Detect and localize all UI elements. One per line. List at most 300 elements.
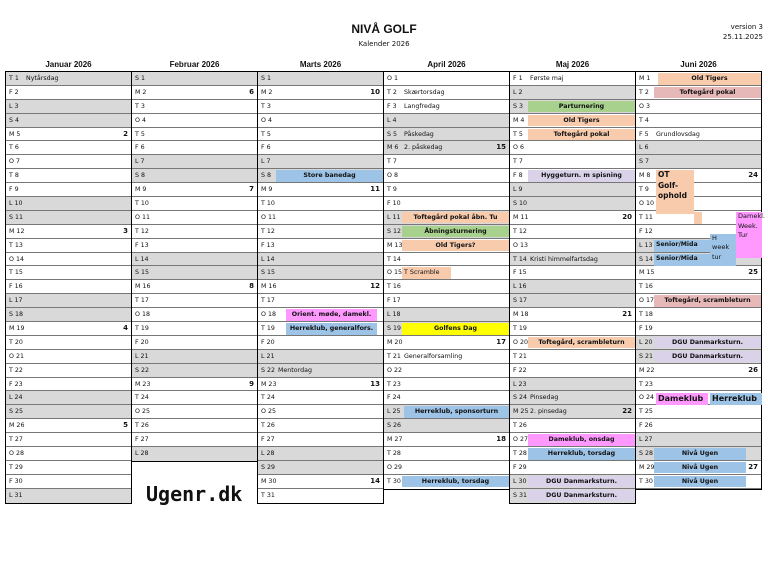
week-number: 27 — [748, 462, 758, 471]
day-label: F 20 — [261, 338, 275, 346]
day-label: F 19 — [639, 325, 653, 333]
day-row — [6, 169, 131, 183]
day-row — [6, 225, 131, 239]
day-row — [636, 141, 761, 155]
day-row — [6, 475, 131, 489]
day-label: S 28 — [639, 450, 654, 458]
day-row — [636, 419, 761, 433]
day-label: L 18 — [387, 311, 401, 319]
day-row — [258, 378, 383, 392]
day-row — [510, 405, 635, 419]
week-number: 21 — [622, 310, 632, 319]
day-label: F 27 — [135, 436, 149, 444]
senior-mida-block-2 — [654, 254, 710, 266]
day-row — [258, 391, 383, 405]
event-block: DGU Danmarksturn. — [654, 337, 761, 349]
month-header: Januar 2026 — [45, 60, 92, 69]
day-row — [636, 461, 761, 475]
month-header: Marts 2026 — [299, 60, 342, 69]
day-label: T 20 — [9, 338, 23, 346]
day-label: T 17 — [261, 297, 275, 305]
day-note: Nytårsdag — [26, 75, 59, 82]
day-label: T 24 — [135, 394, 149, 402]
day-row — [6, 308, 131, 322]
day-row — [384, 364, 509, 378]
day-label: M 27 — [387, 436, 403, 444]
day-label: M 13 — [387, 241, 403, 249]
day-row — [384, 197, 509, 211]
event-block: Nivå Ugen — [654, 448, 746, 460]
day-label: L 7 — [135, 158, 145, 166]
day-label: S 25 — [9, 408, 24, 416]
day-label: F 15 — [513, 269, 527, 277]
day-row — [6, 433, 131, 447]
day-row — [636, 128, 761, 142]
day-row — [258, 169, 383, 183]
day-label: T 3 — [135, 102, 145, 110]
event-block: Toftegård pokal — [528, 129, 635, 141]
day-label: T 19 — [261, 325, 275, 333]
day-grid — [5, 71, 132, 504]
day-label: S 22 — [261, 366, 276, 374]
day-row — [132, 364, 257, 378]
month-column — [5, 58, 132, 504]
day-row — [510, 433, 635, 447]
day-label: T 27 — [9, 436, 23, 444]
day-label: O 18 — [261, 311, 276, 319]
day-row — [384, 100, 509, 114]
day-row — [636, 336, 761, 350]
day-label: L 23 — [513, 380, 527, 388]
day-row — [510, 225, 635, 239]
day-row — [636, 180, 761, 197]
day-row — [132, 183, 257, 197]
day-row — [510, 280, 635, 294]
day-row — [384, 141, 509, 155]
event-block: Orient. møde, damekl. — [286, 309, 377, 321]
month-header: April 2026 — [427, 60, 466, 69]
day-row — [384, 322, 509, 336]
week-number: 15 — [496, 143, 506, 152]
day-row — [636, 433, 761, 447]
day-label: O 6 — [513, 144, 524, 152]
day-row — [636, 72, 761, 86]
day-row — [510, 253, 635, 267]
event-block: Toftegård pokal — [654, 87, 761, 99]
day-row — [258, 183, 383, 197]
day-label: F 26 — [639, 422, 653, 430]
day-label: O 10 — [639, 200, 654, 208]
day-label: T 18 — [639, 311, 653, 319]
senior-mida-block-1 — [654, 240, 710, 252]
day-row — [258, 155, 383, 169]
event-block: Old Tigers — [658, 73, 761, 85]
day-row — [258, 475, 383, 489]
month-header: Februar 2026 — [169, 60, 220, 69]
event-block: Nivå Ugen — [654, 462, 746, 474]
day-row — [510, 419, 635, 433]
day-label: T 5 — [135, 130, 145, 138]
day-row — [384, 239, 509, 253]
day-label: T 3 — [261, 102, 271, 110]
day-label: S 3 — [513, 102, 524, 110]
event-block: Toftegård pokal åbn. Tu — [402, 212, 509, 224]
day-label: T 9 — [639, 186, 649, 194]
day-row — [510, 489, 635, 503]
day-label: F 10 — [387, 200, 401, 208]
day-label: L 20 — [639, 338, 653, 346]
day-row — [510, 294, 635, 308]
day-row — [384, 461, 509, 475]
week-number: 7 — [249, 185, 254, 194]
day-row — [132, 128, 257, 142]
day-note: Pinsedag — [530, 394, 559, 402]
day-label: O 29 — [387, 463, 402, 471]
day-label: S 26 — [387, 422, 402, 430]
day-label: T 21 — [387, 352, 401, 360]
day-label: M 30 — [261, 477, 277, 485]
day-row — [384, 128, 509, 142]
day-row — [384, 225, 509, 239]
day-row — [510, 86, 635, 100]
day-row — [6, 391, 131, 405]
day-label: O 28 — [9, 450, 24, 458]
week-number: 17 — [496, 337, 506, 346]
day-label: T 16 — [387, 283, 401, 291]
day-label: M 12 — [9, 227, 25, 235]
day-label: F 20 — [135, 338, 149, 346]
day-row — [132, 72, 257, 86]
event-block: Nivå Ugen — [654, 476, 746, 488]
day-label: L 28 — [135, 450, 149, 458]
month-column — [635, 58, 765, 490]
day-label: T 16 — [639, 283, 653, 291]
day-label: T 7 — [513, 158, 523, 166]
ugenr-watermark: Ugenr.dk — [146, 482, 243, 506]
day-row — [6, 364, 131, 378]
day-row — [258, 72, 383, 86]
month-column — [257, 58, 384, 504]
day-label: L 11 — [387, 213, 401, 221]
day-row — [132, 391, 257, 405]
day-row — [510, 266, 635, 280]
day-row — [510, 308, 635, 322]
day-row — [510, 114, 635, 128]
day-label: S 19 — [387, 325, 402, 333]
day-label: T 23 — [639, 380, 653, 388]
day-label: T 12 — [261, 227, 275, 235]
week-number: 3 — [123, 226, 128, 235]
day-row — [510, 461, 635, 475]
day-label: S 24 — [513, 394, 528, 402]
version-label: version 3 — [730, 23, 763, 31]
month-header: Maj 2026 — [555, 60, 590, 69]
day-row — [132, 419, 257, 433]
week-number: 26 — [748, 365, 758, 374]
day-label: F 6 — [135, 144, 145, 152]
day-row — [258, 266, 383, 280]
day-row — [384, 114, 509, 128]
day-row — [636, 405, 761, 419]
day-label: L 27 — [639, 436, 653, 444]
day-label: F 24 — [387, 394, 401, 402]
day-label: T 19 — [513, 325, 527, 333]
day-label: S 17 — [513, 297, 528, 305]
event-block: Old Tigers — [528, 115, 635, 127]
day-row — [132, 86, 257, 100]
block-line: Senior/Mida — [656, 254, 698, 262]
day-label: T 10 — [261, 200, 275, 208]
day-row — [510, 350, 635, 364]
day-row — [384, 391, 509, 405]
day-label: M 23 — [135, 380, 151, 388]
day-label: F 13 — [261, 241, 275, 249]
day-row — [258, 433, 383, 447]
day-label: T 7 — [387, 158, 397, 166]
day-label: S 31 — [513, 491, 528, 499]
day-row — [258, 308, 383, 322]
day-label: S 21 — [639, 352, 654, 360]
day-row — [258, 461, 383, 475]
day-row — [384, 308, 509, 322]
day-row — [258, 280, 383, 294]
day-label: T 30 — [639, 477, 653, 485]
event-block: Herreklub, generalfors. — [286, 323, 377, 335]
day-label: F 13 — [135, 241, 149, 249]
day-label: O 11 — [135, 213, 150, 221]
day-row — [132, 253, 257, 267]
event-block: Old Tigers? — [402, 240, 509, 252]
h-week-tur-block — [710, 234, 736, 266]
day-label: T 28 — [513, 450, 527, 458]
event-block: Herreklub, sponsorturn — [404, 406, 509, 418]
day-label: T 23 — [387, 380, 401, 388]
day-label: O 1 — [387, 75, 398, 82]
day-label: S 1 — [261, 75, 272, 82]
day-row — [258, 128, 383, 142]
day-note: Grundlovsdag — [656, 130, 700, 138]
day-row — [510, 475, 635, 489]
day-label: T 25 — [639, 408, 653, 416]
day-label: F 17 — [387, 297, 401, 305]
day-label: T 9 — [387, 186, 397, 194]
day-row — [6, 211, 131, 225]
day-label: O 25 — [261, 408, 276, 416]
day-row — [384, 183, 509, 197]
day-label: T 11 — [639, 213, 653, 221]
week-number: 8 — [249, 282, 254, 291]
day-note: Påskedag — [404, 130, 434, 138]
day-row — [6, 72, 131, 86]
day-label: O 25 — [135, 408, 150, 416]
day-grid — [509, 71, 636, 504]
day-label: F 16 — [9, 283, 23, 291]
day-row — [384, 253, 509, 267]
day-label: F 5 — [639, 130, 649, 138]
day-row — [132, 405, 257, 419]
day-label: O 8 — [387, 172, 398, 180]
day-row — [636, 155, 761, 169]
day-row — [636, 169, 761, 183]
day-label: M 29 — [639, 463, 655, 471]
version-info — [723, 22, 763, 42]
day-label: F 27 — [261, 436, 275, 444]
block-line: Damekl. — [738, 212, 765, 220]
day-row — [384, 350, 509, 364]
day-label: S 10 — [513, 200, 528, 208]
day-label: T 15 — [9, 269, 23, 277]
day-label: M 6 — [387, 144, 399, 152]
day-row — [384, 378, 509, 392]
month-column — [131, 58, 258, 462]
day-row — [636, 100, 761, 114]
week-number: 10 — [370, 87, 380, 96]
block-line: tur — [712, 252, 722, 261]
day-label: L 17 — [9, 297, 23, 305]
day-label: S 12 — [387, 227, 402, 235]
day-row — [258, 86, 383, 100]
day-row — [132, 266, 257, 280]
day-row — [510, 169, 635, 183]
day-label: T 31 — [261, 491, 275, 499]
day-label: O 18 — [135, 311, 150, 319]
day-label: T 19 — [135, 325, 149, 333]
day-row — [510, 239, 635, 253]
day-row — [258, 239, 383, 253]
day-label: S 29 — [261, 463, 276, 471]
day-label: L 4 — [387, 116, 397, 124]
day-label: L 21 — [261, 352, 275, 360]
calendar-subtitle: Kalender 2026 — [358, 40, 410, 48]
ot-golfophold-block — [656, 170, 694, 214]
day-grid — [131, 71, 258, 462]
day-row — [384, 336, 509, 350]
day-row — [510, 391, 635, 405]
week-number: 2 — [123, 129, 128, 138]
day-row — [510, 211, 635, 225]
day-label: T 8 — [9, 172, 19, 180]
day-label: O 7 — [9, 158, 20, 166]
day-label: L 6 — [639, 144, 649, 152]
day-row — [636, 197, 761, 211]
day-label: L 14 — [261, 255, 275, 263]
week-number: 5 — [123, 421, 128, 430]
event-block: Toftegård, scrambleturn — [528, 337, 635, 349]
day-row — [6, 197, 131, 211]
day-label: M 9 — [135, 186, 147, 194]
day-label: S 15 — [135, 269, 150, 277]
day-row — [6, 100, 131, 114]
day-row — [6, 294, 131, 308]
day-row — [636, 378, 761, 392]
day-row — [636, 308, 761, 322]
day-row — [6, 405, 131, 419]
day-row — [510, 378, 635, 392]
day-label: O 17 — [639, 297, 654, 305]
day-row — [6, 336, 131, 350]
day-row — [258, 253, 383, 267]
day-row — [510, 364, 635, 378]
day-row — [258, 489, 383, 503]
event-block: DGU Danmarksturn. — [528, 476, 635, 488]
day-row — [6, 128, 131, 142]
week-number: 25 — [748, 268, 758, 277]
week-number: 24 — [748, 171, 758, 180]
day-label: O 14 — [9, 255, 24, 263]
day-label: M 1 — [639, 75, 651, 82]
block-line: H week — [712, 233, 730, 252]
day-label: F 3 — [387, 102, 397, 110]
day-note: Kristi himmelfartsdag — [530, 255, 598, 263]
day-label: T 17 — [135, 297, 149, 305]
day-row — [258, 197, 383, 211]
day-row — [6, 461, 131, 475]
week-number: 18 — [496, 435, 506, 444]
day-row — [6, 86, 131, 100]
day-label: L 21 — [135, 352, 149, 360]
day-label: S 8 — [261, 172, 272, 180]
day-row — [6, 239, 131, 253]
day-label: L 28 — [261, 450, 275, 458]
day-label: F 2 — [9, 88, 19, 96]
block-line: ophold — [658, 191, 687, 201]
day-row — [132, 294, 257, 308]
day-row — [132, 280, 257, 294]
week-number: 12 — [370, 282, 380, 291]
day-row — [132, 197, 257, 211]
day-row — [636, 86, 761, 100]
day-row — [384, 294, 509, 308]
day-label: T 12 — [513, 227, 527, 235]
day-label: M 11 — [513, 213, 529, 221]
event-block: Toftegård, scrambleturn — [654, 295, 761, 307]
day-label: M 18 — [513, 311, 529, 319]
day-label: T 12 — [135, 227, 149, 235]
day-label: T 21 — [513, 352, 527, 360]
day-row — [258, 114, 383, 128]
week-number: 13 — [370, 379, 380, 388]
day-label: M 15 — [639, 269, 655, 277]
day-row — [636, 114, 761, 128]
day-row — [6, 253, 131, 267]
day-label: S 14 — [639, 255, 654, 263]
day-row — [510, 155, 635, 169]
day-label: S 7 — [639, 158, 650, 166]
day-label: M 20 — [387, 338, 403, 346]
day-row — [6, 155, 131, 169]
day-row — [384, 475, 509, 489]
day-row — [636, 280, 761, 294]
day-label: O 4 — [135, 116, 146, 124]
day-label: T 30 — [387, 477, 401, 485]
day-row — [132, 336, 257, 350]
day-label: O 21 — [9, 352, 24, 360]
day-label: L 2 — [513, 88, 523, 96]
day-label: T 2 — [387, 88, 397, 96]
event-block: Dameklub, onsdag — [528, 434, 635, 446]
week-number: 6 — [249, 87, 254, 96]
day-row — [510, 128, 635, 142]
month-header: Juni 2026 — [680, 60, 717, 69]
day-label: M 16 — [261, 283, 277, 291]
day-row — [258, 225, 383, 239]
ot-extension-block — [694, 212, 702, 224]
day-row — [6, 322, 131, 336]
day-label: O 20 — [513, 338, 528, 346]
day-row — [132, 155, 257, 169]
month-column — [383, 58, 510, 490]
day-row — [384, 86, 509, 100]
